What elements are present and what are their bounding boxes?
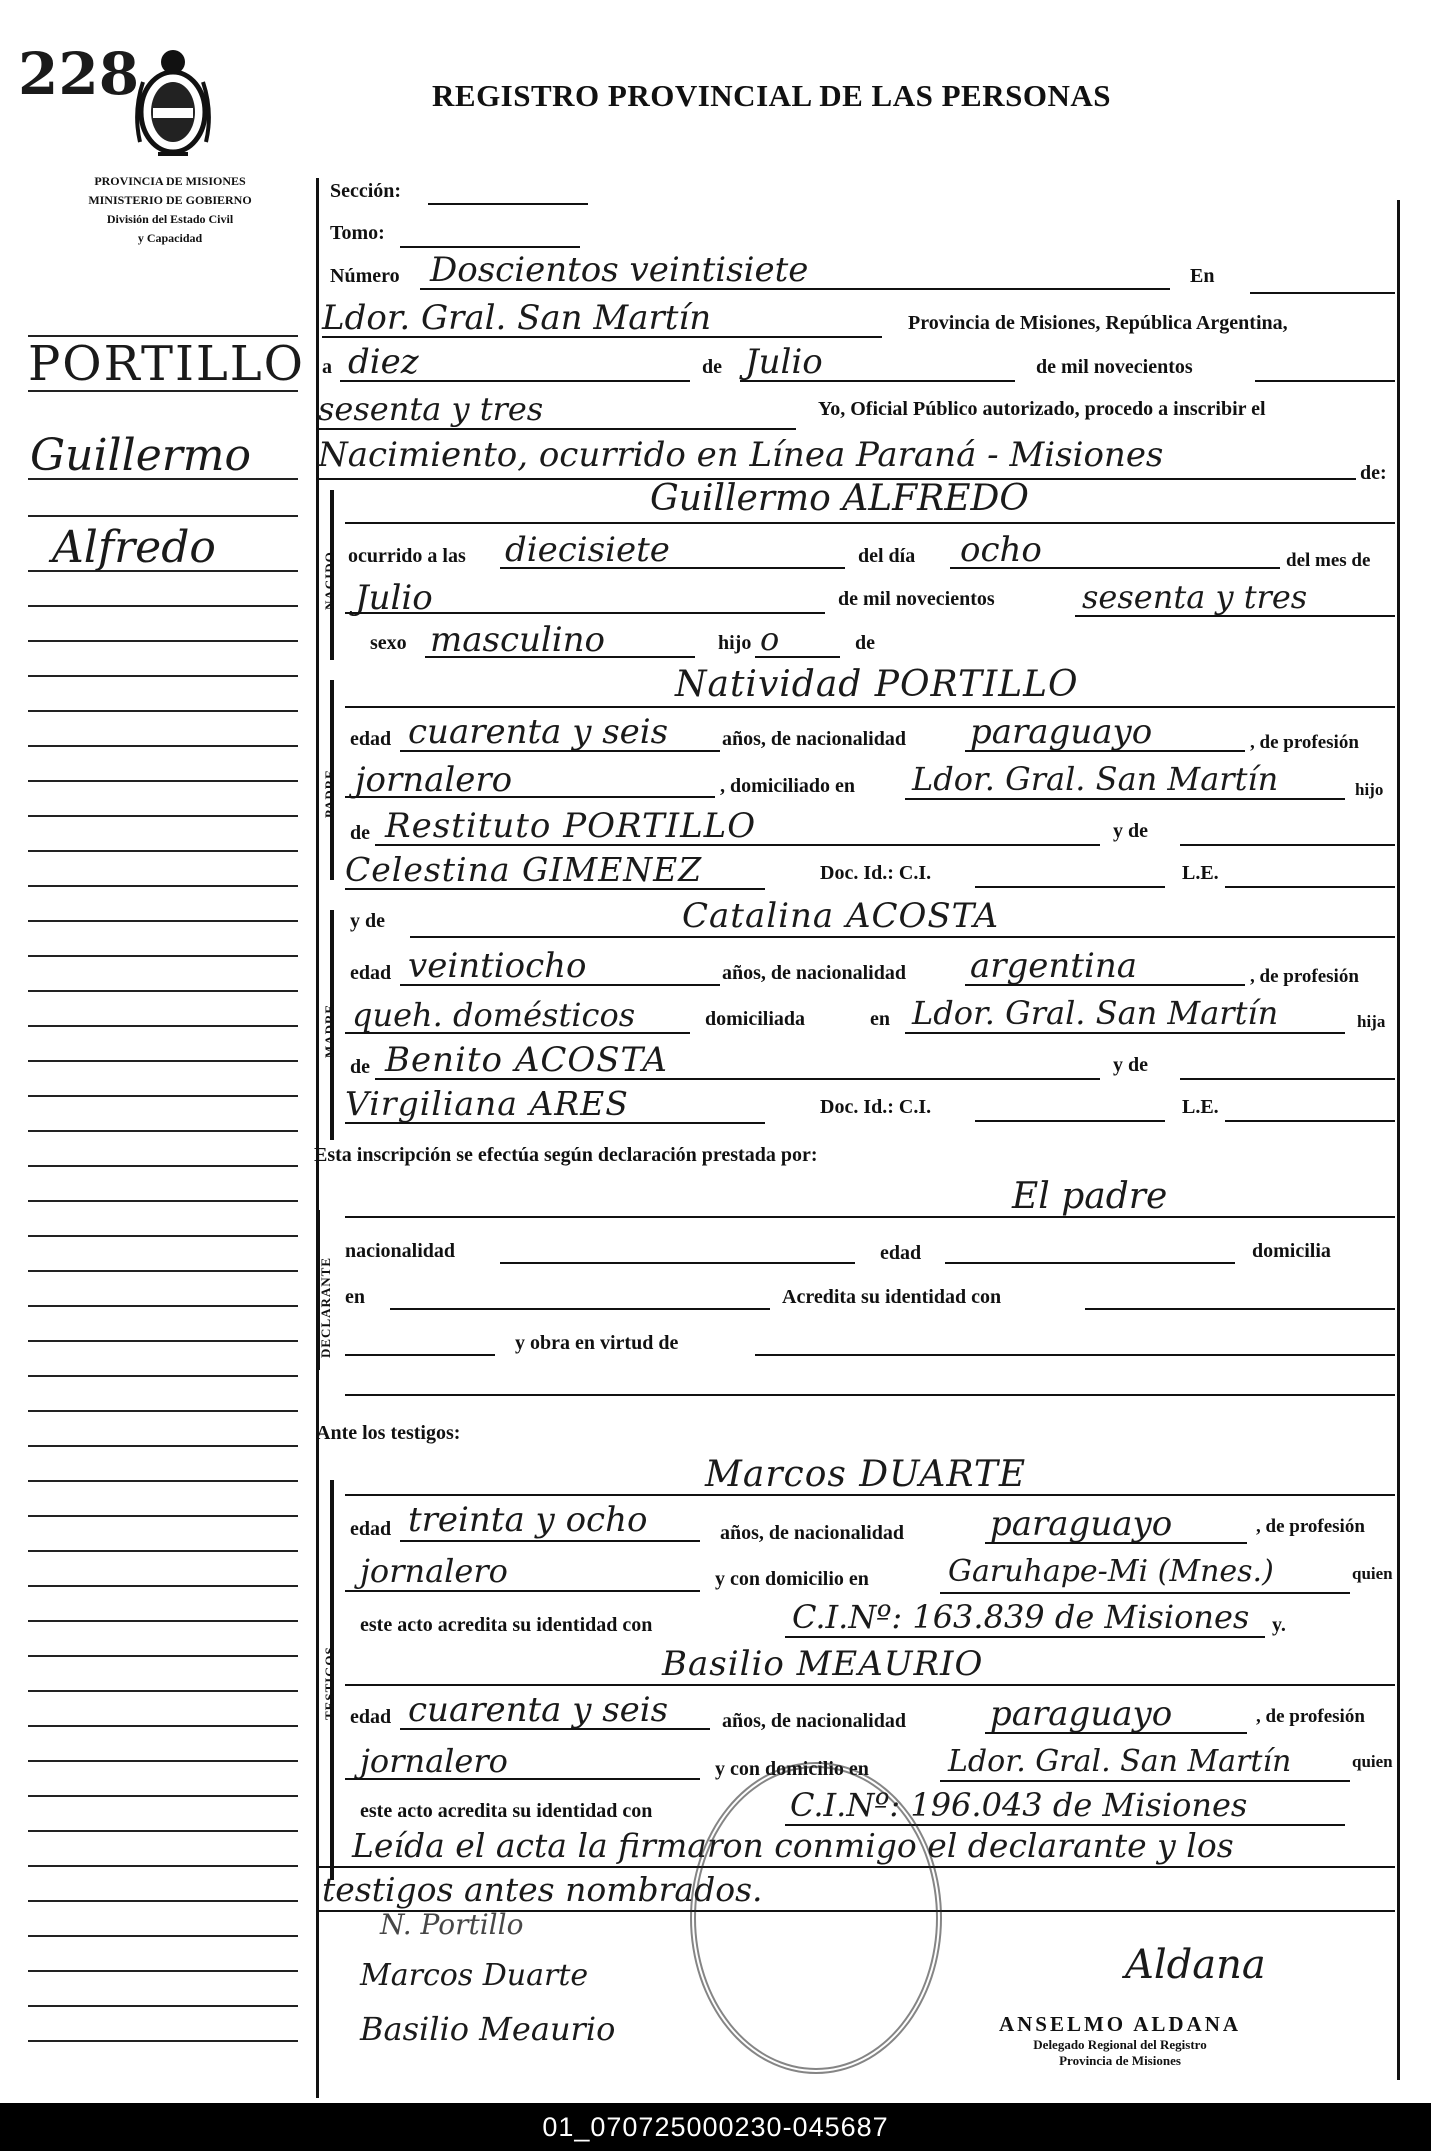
t1-nac-value: paraguayo bbox=[990, 1504, 1173, 1544]
padre-prof-label: , de profesión bbox=[1250, 732, 1359, 753]
numero-label: Número bbox=[330, 265, 400, 287]
document-code: 01_070725000230-045687 bbox=[542, 2111, 889, 2142]
official-seal bbox=[690, 1762, 942, 2074]
margin-first-name: Guillermo bbox=[30, 430, 251, 481]
padre-dom-value: Ldor. Gral. San Martín bbox=[912, 760, 1279, 798]
t2-prof-label: , de profesión bbox=[1256, 1706, 1365, 1727]
padre-de-label: de bbox=[350, 822, 370, 844]
signature-meaurio: Basilio Meaurio bbox=[360, 2010, 616, 2048]
t1-acredita-label: este acto acredita su identidad con bbox=[360, 1614, 653, 1636]
nacido-section-label: NACIDO bbox=[322, 551, 337, 610]
t2-quien-label: quien bbox=[1352, 1752, 1393, 1771]
cierre-line-2: testigos antes nombrados. bbox=[322, 1870, 763, 1909]
declaracion-label: Esta inscripción se efectúa según declaración prestada por: bbox=[314, 1144, 818, 1166]
provincia-label: Provincia de Misiones, República Argentina, bbox=[908, 312, 1288, 334]
a-label: a bbox=[322, 356, 332, 378]
padre-nombre-value: Natividad PORTILLO bbox=[675, 664, 1079, 705]
form-title: REGISTRO PROVINCIAL DE LAS PERSONAS bbox=[432, 78, 1111, 113]
padre-edad-value: cuarenta y seis bbox=[408, 712, 669, 752]
oficial-label: Yo, Oficial Público autorizado, procedo a inscribir el bbox=[818, 398, 1266, 420]
madre-prof-value: queh. domésticos bbox=[352, 996, 636, 1034]
madre-y-de-label-2: y de bbox=[1113, 1054, 1148, 1076]
de-label-1: de bbox=[702, 356, 722, 378]
signature-portillo: N. Portillo bbox=[380, 1908, 524, 1941]
testigo1-value: Marcos DUARTE bbox=[705, 1454, 1027, 1495]
padre-edad-label: edad bbox=[350, 728, 392, 750]
decl-edad-label: edad bbox=[880, 1242, 922, 1264]
decl-nac-label: nacionalidad bbox=[345, 1240, 456, 1262]
madre-section-label: MADRE bbox=[322, 1003, 337, 1058]
madre-madre-value: Virgiliana ARES bbox=[345, 1084, 629, 1123]
ante-testigos-label: Ante los testigos: bbox=[316, 1422, 461, 1444]
padre-nac-label: años, de nacionalidad bbox=[722, 728, 906, 750]
madre-padre-value: Benito ACOSTA bbox=[385, 1040, 668, 1080]
page-number: 228 bbox=[18, 40, 140, 108]
padre-le-label: L.E. bbox=[1182, 862, 1219, 884]
t1-dom-label: y con domicilio en bbox=[715, 1568, 869, 1590]
signature-duarte: Marcos Duarte bbox=[360, 1958, 589, 1993]
mil-novecientos-label: de mil novecientos bbox=[1036, 356, 1193, 378]
left-margin-column bbox=[0, 0, 310, 2100]
del-dia-label: del día bbox=[858, 545, 916, 567]
del-mes-label: del mes de bbox=[1286, 550, 1371, 571]
anio-value: sesenta y tres bbox=[318, 390, 544, 428]
official-block bbox=[960, 2012, 1280, 2069]
padre-doc-label: Doc. Id.: C.I. bbox=[820, 862, 932, 884]
capacity-label: y Capacidad bbox=[137, 231, 203, 245]
padre-nac-value: paraguayo bbox=[970, 712, 1153, 752]
t2-edad-label: edad bbox=[350, 1706, 392, 1728]
testigo2-value: Basilio MEAURIO bbox=[662, 1644, 984, 1684]
dia-nac-value: ocho bbox=[960, 530, 1042, 570]
t1-y-label: y. bbox=[1272, 1614, 1286, 1636]
padre-dom-label: , domiciliado en bbox=[720, 775, 856, 797]
signature-aldana: Aldana bbox=[1125, 1942, 1266, 1988]
t2-dom-value: Ldor. Gral. San Martín bbox=[948, 1744, 1292, 1779]
hijo-label: hijo bbox=[718, 632, 752, 654]
acto-value: Nacimiento, ocurrido en Línea Paraná - Misiones bbox=[318, 435, 1164, 475]
province-label: PROVINCIA DE MISIONES bbox=[94, 174, 246, 188]
t1-prof-label: , de profesión bbox=[1256, 1516, 1365, 1537]
official-title: Delegado Regional del Registro bbox=[1033, 2037, 1207, 2052]
padre-madre-value: Celestina GIMENEZ bbox=[345, 850, 703, 889]
madre-nac-label: años, de nacionalidad bbox=[722, 962, 906, 984]
mes-nac-value: Julio bbox=[355, 578, 433, 618]
decl-domicilia-label: domicilia bbox=[1252, 1240, 1331, 1262]
numero-value: Doscientos veintisiete bbox=[430, 250, 809, 290]
madre-hija-label: hija bbox=[1357, 1012, 1386, 1031]
madre-doc-label: Doc. Id.: C.I. bbox=[820, 1096, 932, 1118]
declarante-section-label: DECLARANTE bbox=[318, 1256, 333, 1358]
document-code-bar bbox=[0, 2103, 1431, 2151]
t1-dom-value: Garuhape-Mi (Mnes.) bbox=[948, 1554, 1274, 1589]
margin-surname: PORTILLO bbox=[28, 336, 306, 392]
padre-section-label: PADRE bbox=[322, 769, 337, 818]
madre-le-label: L.E. bbox=[1182, 1096, 1219, 1118]
cierre-line-1: Leída el acta la firmaron conmigo el declarante y los bbox=[352, 1826, 1234, 1865]
madre-edad-label: edad bbox=[350, 962, 392, 984]
madre-nac-value: argentina bbox=[970, 946, 1138, 986]
madre-edad-value: veintiocho bbox=[408, 946, 587, 986]
hijo-value: o bbox=[760, 620, 780, 658]
division-label: División del Estado Civil bbox=[106, 212, 234, 226]
t2-acredita-label: este acto acredita su identidad con bbox=[360, 1800, 653, 1822]
lugar-value: Ldor. Gral. San Martín bbox=[322, 298, 712, 338]
t1-edad-label: edad bbox=[350, 1518, 392, 1540]
en-label: En bbox=[1190, 265, 1215, 287]
madre-y-de-label: y de bbox=[350, 910, 385, 932]
t2-dom-label: y con domicilio en bbox=[715, 1758, 869, 1780]
anio-nac-value: sesenta y tres bbox=[1082, 578, 1308, 616]
mes-value: Julio bbox=[745, 342, 823, 382]
official-name: ANSELMO ALDANA bbox=[998, 2012, 1242, 2036]
madre-de-label: de bbox=[350, 1056, 370, 1078]
padre-y-de-label: y de bbox=[1113, 820, 1148, 842]
t2-prof-value: jornalero bbox=[360, 1742, 508, 1780]
t2-ci-value: C.I.Nº: 196.043 de Misiones bbox=[790, 1786, 1248, 1824]
t2-nac-value: paraguayo bbox=[990, 1694, 1173, 1734]
decl-acredita-label: Acredita su identidad con bbox=[782, 1286, 1002, 1308]
t1-nac-label: años, de nacionalidad bbox=[720, 1522, 904, 1544]
official-province: Provincia de Misiones bbox=[1059, 2053, 1181, 2068]
de-label-2: de bbox=[855, 632, 875, 654]
t1-edad-value: treinta y ocho bbox=[408, 1500, 648, 1540]
t1-prof-value: jornalero bbox=[360, 1552, 508, 1590]
decl-en-label: en bbox=[345, 1286, 365, 1308]
seccion-label: Sección: bbox=[330, 180, 402, 202]
ministry-label: MINISTERIO DE GOBIERNO bbox=[88, 193, 252, 207]
de-colon-label: de: bbox=[1360, 462, 1387, 484]
madre-dom-label: domiciliada bbox=[705, 1008, 806, 1030]
dia-value: diez bbox=[348, 342, 419, 382]
declarante-value: El padre bbox=[1012, 1176, 1168, 1217]
madre-dom-value: Ldor. Gral. San Martín bbox=[912, 994, 1279, 1032]
t2-edad-value: cuarenta y seis bbox=[408, 1690, 669, 1730]
padre-padre-value: Restituto PORTILLO bbox=[385, 806, 757, 846]
t2-nac-label: años, de nacionalidad bbox=[722, 1710, 906, 1732]
ocurrido-label: ocurrido a las bbox=[348, 545, 466, 567]
t1-ci-value: C.I.Nº: 163.839 de Misiones bbox=[792, 1598, 1250, 1636]
padre-prof-value: jornalero bbox=[355, 760, 513, 800]
madre-prof-label: , de profesión bbox=[1250, 966, 1359, 987]
margin-second-name: Alfredo bbox=[52, 522, 216, 573]
sexo-label: sexo bbox=[370, 632, 407, 654]
padre-hijo-label: hijo bbox=[1355, 780, 1384, 799]
decl-obra-label: y obra en virtud de bbox=[515, 1332, 679, 1354]
mil-novecientos-label-2: de mil novecientos bbox=[838, 588, 995, 610]
madre-nombre-value: Catalina ACOSTA bbox=[682, 896, 1000, 936]
nombre-nacido-value: Guillermo ALFREDO bbox=[650, 478, 1029, 519]
tomo-label: Tomo: bbox=[330, 222, 385, 244]
sexo-value: masculino bbox=[430, 620, 606, 660]
t1-quien-label: quien bbox=[1352, 1564, 1393, 1583]
madre-en-label: en bbox=[870, 1008, 890, 1030]
testigos-section-label: TESTIGOS bbox=[322, 1646, 337, 1720]
hora-value: diecisiete bbox=[505, 530, 670, 570]
